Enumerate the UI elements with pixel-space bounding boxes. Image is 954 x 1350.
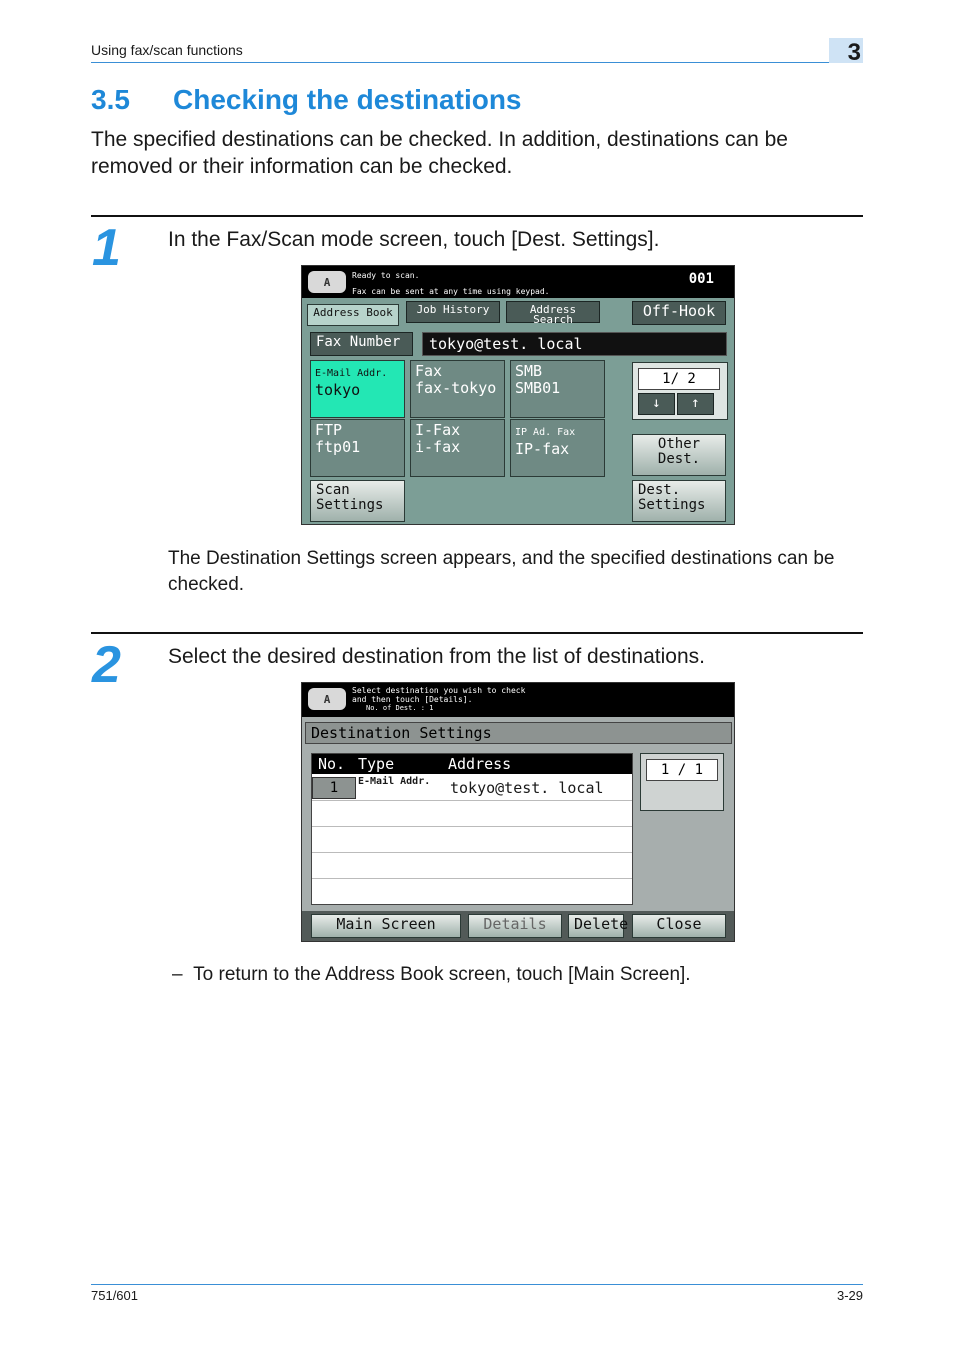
dest-type: FTP (315, 421, 343, 439)
other-dest-button[interactable]: Other Dest. (632, 434, 726, 476)
step-result: The Destination Settings screen appears, and the specified destinations can be checked. (168, 548, 835, 595)
section-title (91, 84, 522, 116)
tab-job-history[interactable]: Job History (406, 301, 500, 323)
sub-step-note (172, 964, 691, 986)
dest-name: SMB01 (515, 379, 561, 397)
fax-scan-screen (301, 265, 735, 525)
table-row (312, 827, 632, 853)
dest-count: No. of Dest. : 1 (366, 704, 434, 712)
dest-type: IP Ad. Fax (515, 427, 576, 438)
dest-button-email[interactable] (310, 360, 405, 418)
dest-button-smb[interactable] (510, 360, 605, 418)
status-bar (302, 266, 734, 298)
status-message: Fax can be sent at any time using keypad. (352, 287, 550, 296)
counter: 001 (688, 271, 714, 287)
details-button[interactable]: Details (468, 914, 562, 938)
destination-settings-screen (301, 682, 735, 942)
dest-type: SMB (515, 362, 543, 380)
main-screen-button[interactable]: Main Screen (311, 914, 461, 938)
step-instruction: Select the desired destination from the list of destinations. (168, 645, 705, 668)
page-down-icon[interactable]: ↓ (638, 393, 675, 415)
page-up-icon[interactable]: ↑ (677, 393, 714, 415)
table-row (312, 853, 632, 879)
dest-name: tokyo (315, 381, 361, 399)
dash-bullet: – (172, 964, 183, 985)
page-number: 3-29 (836, 1288, 863, 1303)
fax-number-button[interactable]: Fax Number (310, 332, 413, 356)
dest-type: I-Fax (415, 421, 461, 439)
sub-step-text: To return to the Address Book screen, touch [Main Screen]. (193, 964, 691, 985)
row-type: E-Mail Addr. (358, 776, 431, 787)
column-header: Address (448, 755, 512, 773)
dest-name: ftp01 (315, 438, 361, 456)
column-header: Type (358, 755, 395, 773)
dest-name: fax-tokyo (415, 379, 497, 397)
tab-address-book[interactable]: Address Book (307, 304, 399, 326)
dest-button-fax[interactable] (410, 360, 505, 418)
intro-paragraph: The specified destinations can be checked. In addition, destinations can be removed or their information can be checked. (91, 128, 788, 178)
dest-button-ipfax[interactable] (510, 419, 605, 477)
footer-rule (91, 1284, 863, 1285)
table-header (312, 754, 632, 774)
step-rule (91, 215, 863, 217)
page-indicator: 1 / 1 (646, 759, 718, 781)
status-message: Ready to scan. (352, 271, 420, 280)
scan-settings-button[interactable]: Scan Settings (310, 480, 405, 522)
dest-button-ifax[interactable] (410, 419, 505, 477)
close-button[interactable]: Close (632, 914, 726, 938)
dest-button-ftp[interactable] (310, 419, 405, 477)
section-title-text: Checking the destinations (173, 84, 522, 115)
dest-name: IP-fax (515, 440, 570, 458)
screen-title: Destination Settings (305, 722, 732, 744)
tab-address-search[interactable]: Address Search (506, 301, 600, 323)
running-header: Using fax/scan functions (91, 42, 243, 58)
machine-logo-icon: A (308, 271, 346, 293)
destination-field[interactable]: tokyo@test. local (422, 332, 727, 356)
status-bar (302, 683, 734, 717)
off-hook-button[interactable]: Off-Hook (632, 301, 726, 325)
delete-button[interactable]: Delete (568, 914, 624, 938)
row-number: 1 (312, 777, 356, 799)
status-message: and then touch [Details]. (352, 695, 473, 704)
machine-logo-icon: A (308, 688, 346, 710)
model-number: 751/601 (91, 1288, 138, 1303)
dest-settings-button[interactable]: Dest. Settings (632, 480, 726, 522)
dest-type: Fax (415, 362, 443, 380)
status-message: Select destination you wish to check (352, 686, 526, 695)
step-instruction: In the Fax/Scan mode screen, touch [Dest. Settings]. (168, 228, 660, 251)
dest-name: i-fax (415, 438, 461, 456)
destination-table (311, 753, 633, 905)
table-row[interactable] (312, 775, 632, 801)
dest-type: E-Mail Addr. (315, 368, 388, 379)
page-navigator (640, 753, 724, 811)
column-header: No. (318, 755, 346, 773)
page-indicator: 1/ 2 (638, 368, 720, 390)
row-address: tokyo@test. local (450, 779, 604, 797)
step-number: 1 (92, 219, 121, 277)
table-row (312, 801, 632, 827)
step-number: 2 (92, 636, 121, 694)
chapter-number: 3 (847, 39, 861, 66)
step-rule (91, 632, 863, 634)
section-number: 3.5 (91, 84, 130, 115)
page-navigator (632, 362, 728, 420)
header-rule (91, 62, 863, 63)
